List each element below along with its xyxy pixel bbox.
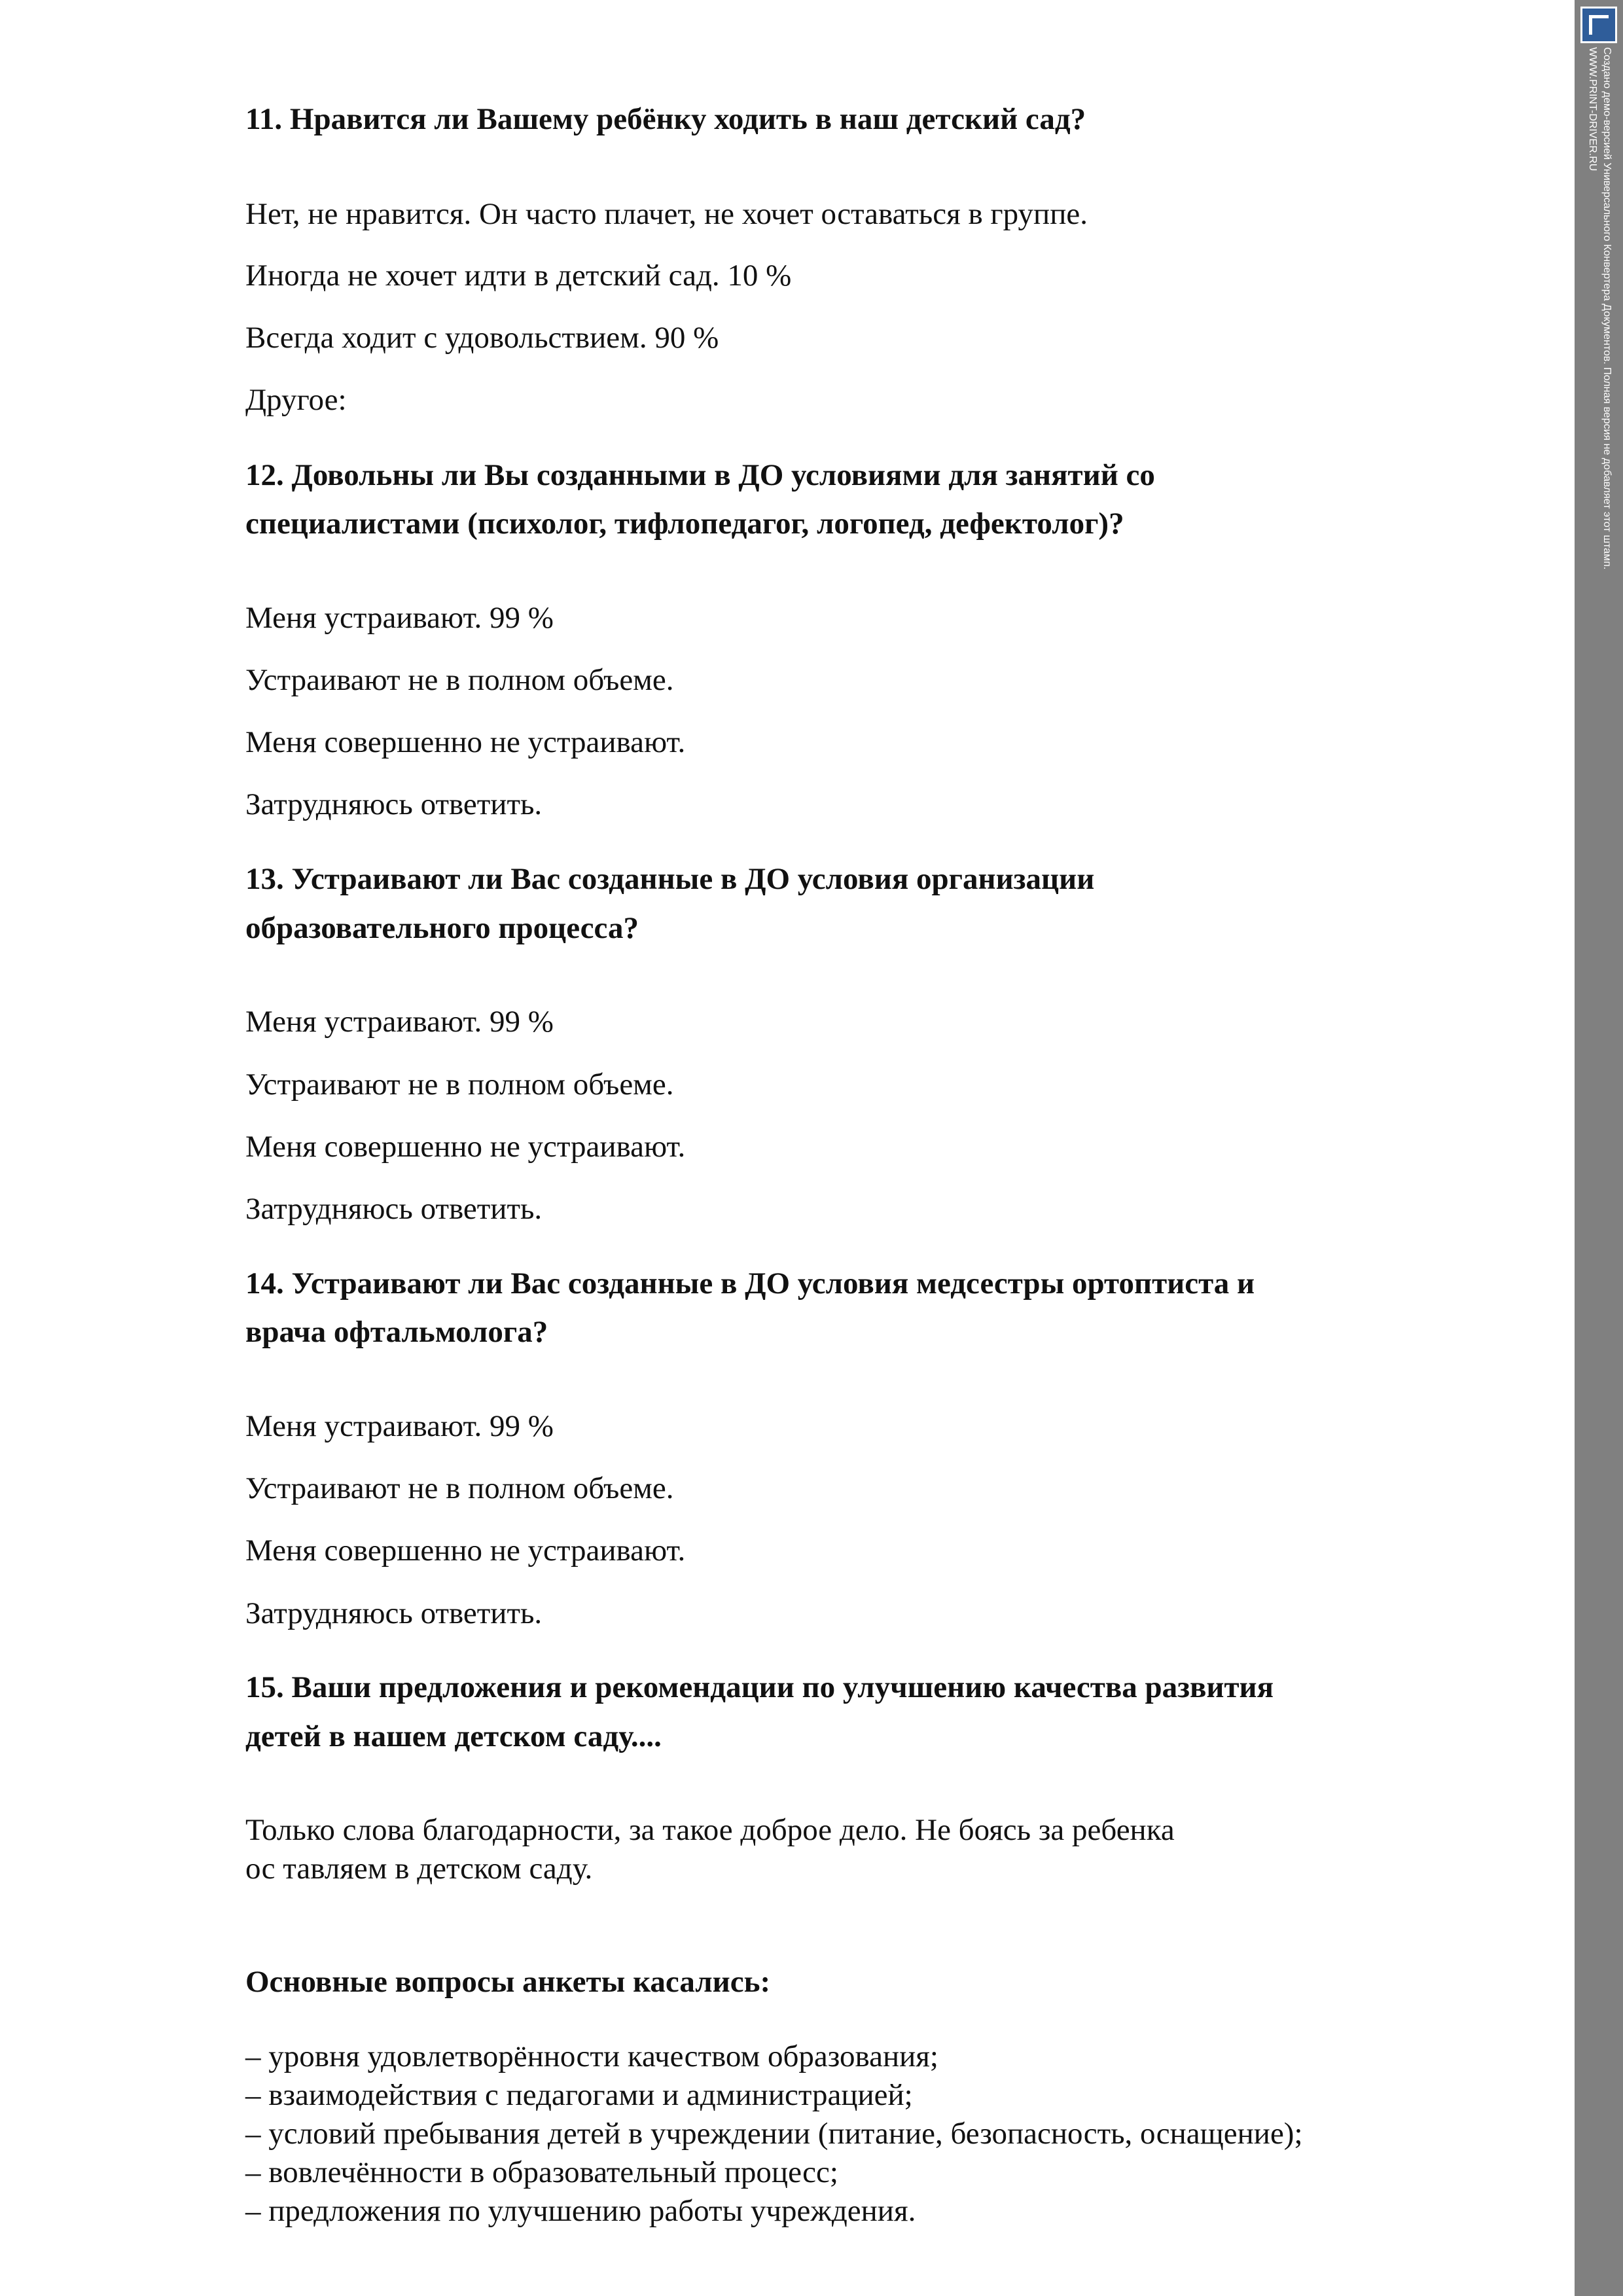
q14-answer-1: Меня устраивают. 99 % xyxy=(245,1409,554,1443)
watermark-line-1: Создано демо-версией Универсального Конвертера Документов. Полная версия не добавляет этот штамп. xyxy=(1601,47,1613,570)
q14-answer-4: Затрудняюсь ответить. xyxy=(245,1596,543,1630)
q13-answer-2: Устраивают не в полном объеме. xyxy=(245,1067,674,1102)
question-13-title-line-1: 13. Устраивают ли Вас созданные в ДО условия организации xyxy=(245,862,1095,896)
watermark-text xyxy=(1584,47,1623,649)
q11-answer-4: Другое: xyxy=(245,383,347,417)
summary-item-3: – условий пребывания детей в учреждении (питание, безопасность, оснащение); xyxy=(245,2117,1303,2151)
question-14-title-line-1: 14. Устраивают ли Вас созданные в ДО условия медсестры ортоптиста и xyxy=(245,1266,1255,1300)
q11-answer-2: Иногда не хочет идти в детский сад. 10 % xyxy=(245,259,792,293)
q13-answer-1: Меня устраивают. 99 % xyxy=(245,1005,554,1039)
converter-logo-icon xyxy=(1580,7,1617,43)
q13-answer-3: Меня совершенно не устраивают. xyxy=(245,1130,686,1164)
question-15-title-line-1: 15. Ваши предложения и рекомендации по улучшению качества развития xyxy=(245,1670,1274,1704)
question-12-title-line-1: 12. Довольны ли Вы созданными в ДО условиями для занятий со xyxy=(245,458,1155,492)
q15-answer-line-1: Только слова благодарности, за такое доброе дело. Не боясь за ребенка xyxy=(245,1813,1175,1847)
watermark-line-2: WWW.PRINT-DRIVER.RU xyxy=(1587,47,1598,171)
q12-answer-3: Меня совершенно не устраивают. xyxy=(245,725,686,759)
q12-answer-2: Устраивают не в полном объеме. xyxy=(245,663,674,697)
summary-item-1: – уровня удовлетворённости качеством образования; xyxy=(245,2039,938,2073)
summary-heading: Основные вопросы анкеты касались: xyxy=(245,1965,771,1999)
question-15-title-line-2: детей в нашем детском саду.... xyxy=(245,1719,662,1753)
summary-item-5: – предложения по улучшению работы учреждения. xyxy=(245,2194,916,2228)
q14-answer-3: Меня совершенно не устраивают. xyxy=(245,1534,686,1568)
q15-answer-line-2: ос тавляем в детском саду. xyxy=(245,1852,593,1886)
q14-answer-2: Устраивают не в полном объеме. xyxy=(245,1471,674,1505)
question-11-title: 11. Нравится ли Вашему ребёнку ходить в наш детский сад? xyxy=(245,102,1086,136)
q12-answer-1: Меня устраивают. 99 % xyxy=(245,601,554,635)
question-12-title-line-2: специалистами (психолог, тифлопедагог, логопед, дефектолог)? xyxy=(245,507,1124,541)
question-14-title-line-2: врача офтальмолога? xyxy=(245,1315,548,1349)
q13-answer-4: Затрудняюсь ответить. xyxy=(245,1192,543,1226)
q11-answer-3: Всегда ходит с удовольствием. 90 % xyxy=(245,321,719,355)
summary-item-4: – вовлечённости в образовательный процесс; xyxy=(245,2155,838,2189)
q12-answer-4: Затрудняюсь ответить. xyxy=(245,787,543,821)
question-13-title-line-2: образовательного процесса? xyxy=(245,911,639,945)
summary-item-2: – взаимодействия с педагогами и администрацией; xyxy=(245,2078,913,2112)
q11-answer-1: Нет, не нравится. Он часто плачет, не хочет оставаться в группе. xyxy=(245,197,1088,231)
